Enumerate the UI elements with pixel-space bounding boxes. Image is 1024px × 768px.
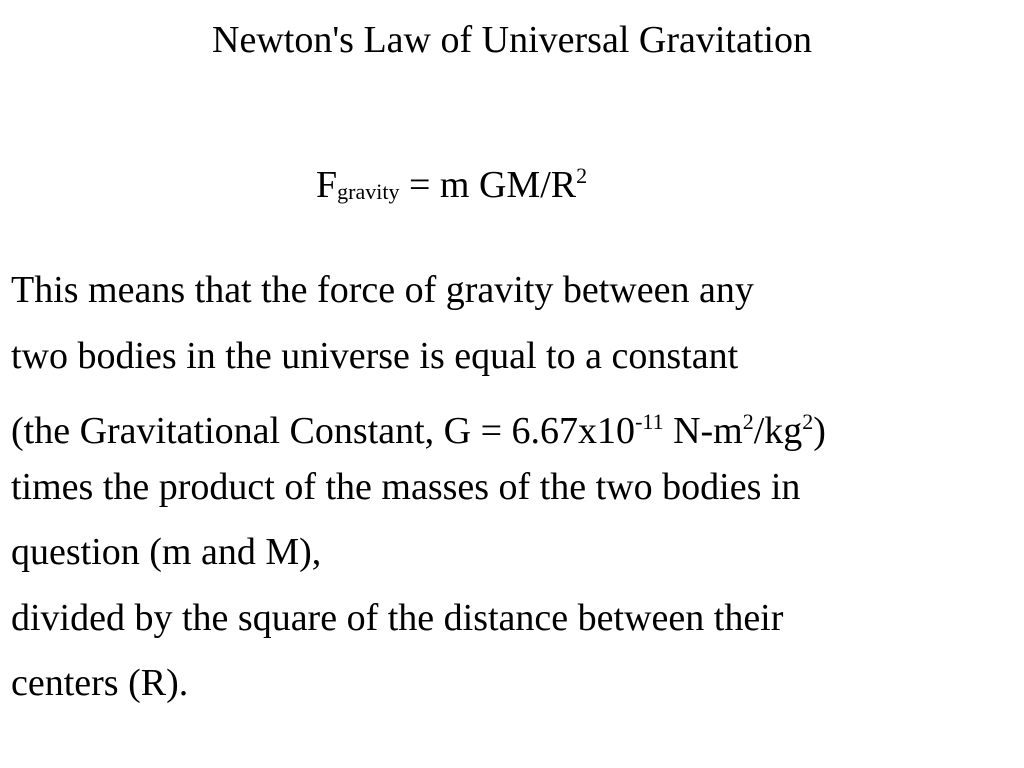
constant-exponent: -11 [635,409,664,434]
formula-force-symbol: F [316,164,338,206]
formula-subscript: gravity [337,179,400,204]
constant-text-start: (the Gravitational Constant, G = 6.67x10 [11,410,636,452]
explanation-line-7: centers (R). [11,662,189,704]
explanation-line-5: question (m and M), [11,531,322,573]
unit-kilogram: /kg [753,410,803,452]
explanation-line-2: two bodies in the universe is equal to a constant [11,334,739,377]
explanation-line-1: This means that the force of gravity between any [11,269,754,311]
explanation-line-4: times the product of the masses of the two bodies in [11,465,801,508]
unit-newton-meter: N-m [663,410,743,452]
unit-kilogram-exponent: 2 [802,409,814,434]
explanation-line-6: divided by the square of the distance between their [11,596,784,639]
formula-expression: = m GM/R [399,164,577,206]
unit-meter-exponent: 2 [742,409,754,434]
constant-text-end: ) [813,410,826,452]
formula-exponent: 2 [576,163,588,188]
explanation-paragraph [11,258,1021,717]
slide-title: Newton's Law of Universal Gravitation [212,19,812,61]
gravity-formula [316,154,587,214]
explanation-line-3 [11,389,1021,455]
